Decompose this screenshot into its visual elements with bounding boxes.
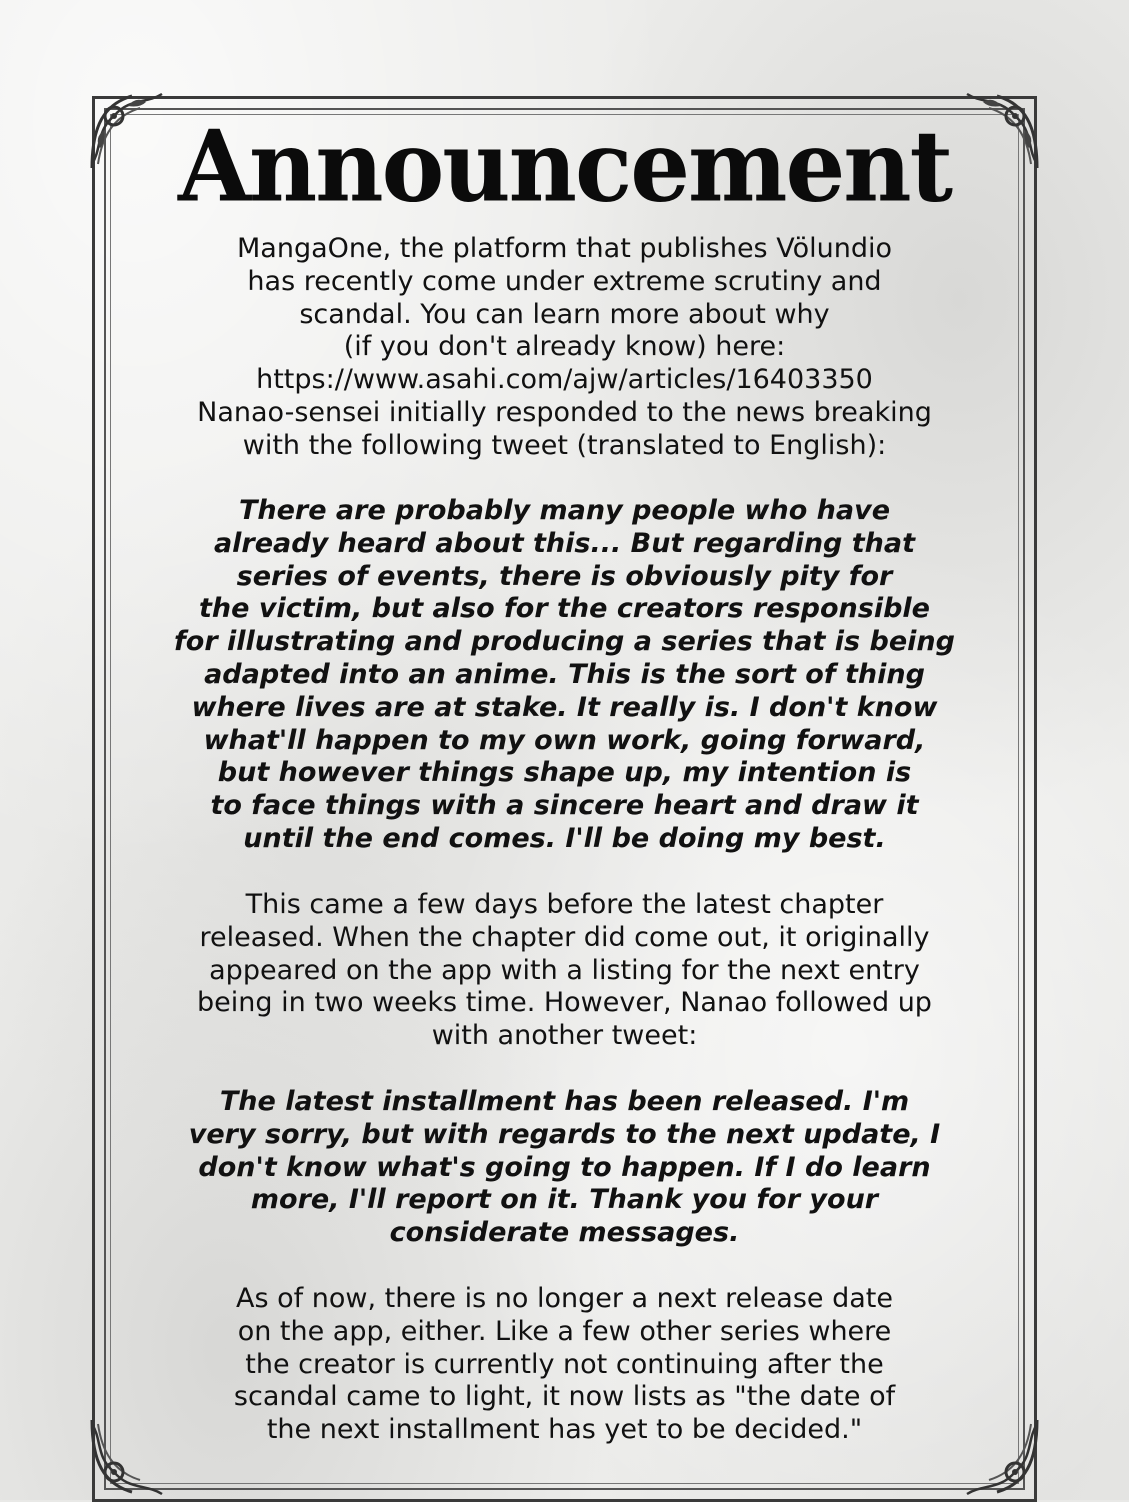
middle-paragraph: This came a few days before the latest chapter released. When the chapter did come out, it originally appeared on the app with a listing for the next entry being in two weeks time. However, Nanao followed up with another tweet: xyxy=(197,889,932,1052)
closing-paragraph: As of now, there is no longer a next release date on the app, either. Like a few other series where the creator is currently not continuing after the scandal came to light, it now lists as "the date of the next installment has yet to be decided." xyxy=(233,1283,896,1446)
intro-paragraph: MangaOne, the platform that publishes Völundio has recently come under extreme scrutiny and scandal. You can learn more about why (if you don't already know) here: https://www.asahi.com/ajw/articles/16403350 Nanao-sensei initially responded to the news breaking with the following tweet (translated to English): xyxy=(197,233,932,461)
tweet-quote-second: The latest installment has been released. I'm very sorry, but with regards to the next update, I don't know what's going to happen. If I do learn more, I'll report on it. Thank you for your considerate messages. xyxy=(188,1086,941,1249)
tweet-quote-first: There are probably many people who have already heard about this... But regarding that series of events, there is obviously pity for the victim, but also for the creators responsible for illustrating and producing a series that is being adapted into an anime. This is the sort of thing where lives are at stake. It really is. I don't know what'll happen to my own work, going forward, but however things shape up, my intention is to face things with a sincere heart and draw it until the end comes. I'll be doing my best. xyxy=(174,495,955,854)
page-title: Announcement xyxy=(177,109,952,225)
